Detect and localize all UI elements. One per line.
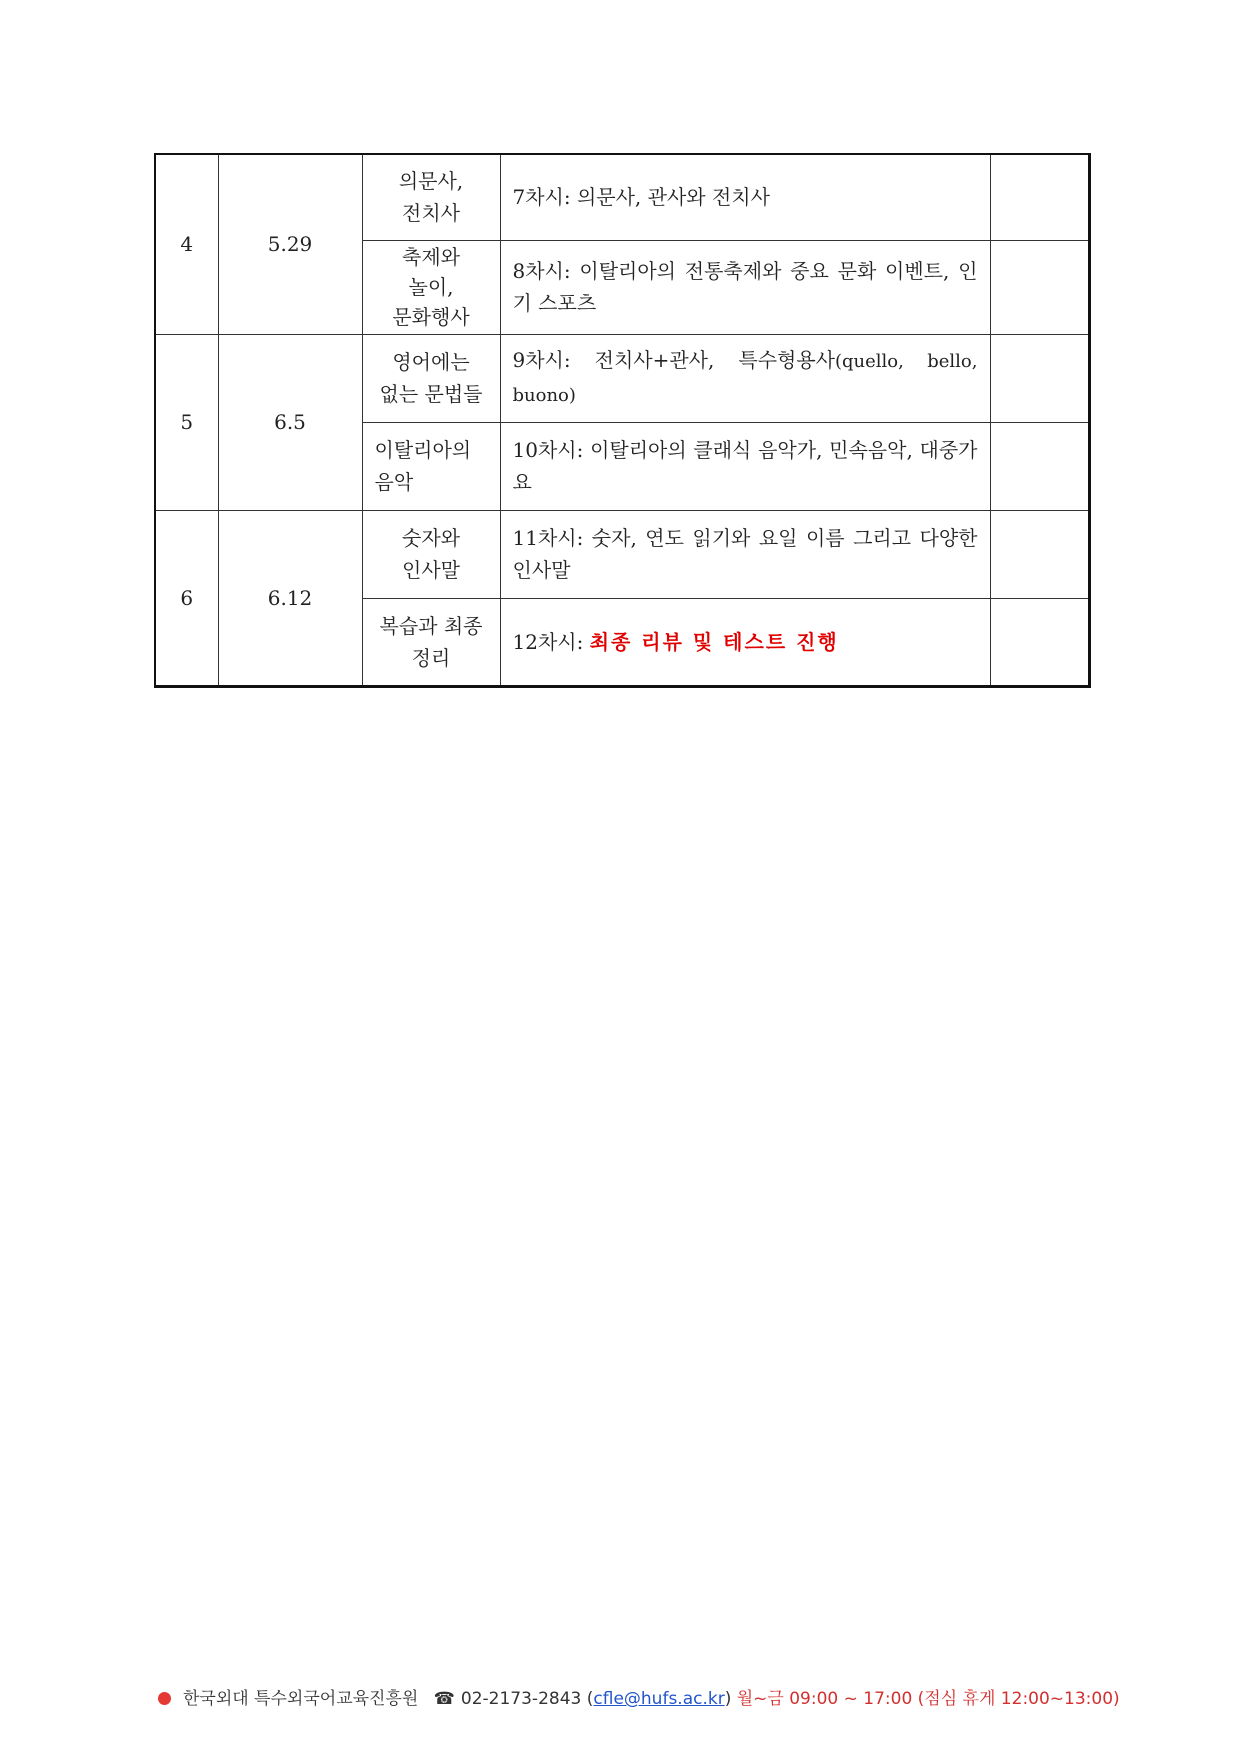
date-cell: 5.29 [218,154,362,334]
page-footer: 한국외대 특수외국어교육진흥원 ☎ 02-2173-2843 (cfle@hufs.ac.kr) 월~금 09:00 ~ 17:00 (점심 휴게 12:00~13:00) [158,1684,1208,1709]
topic-cell: 이탈리아의 음악 [362,422,500,510]
content-cell: 11차시: 숫자, 연도 읽기와 요일 이름 그리고 다양한 인사말 [500,510,990,598]
topic-cell [362,510,500,598]
note-cell [990,510,1089,598]
table-row [155,334,1089,422]
note-cell [990,240,1089,334]
content-cell [500,334,990,422]
table-row [155,154,1089,240]
phone-icon: ☎ [433,1689,455,1709]
content-latin-text: (quello, bello, buono) [512,351,978,406]
week-cell: 4 [155,154,218,334]
footer-hours: 월~금 09:00 ~ 17:00 (점심 휴게 12:00~13:00) [736,1689,1120,1709]
content-cell: 8차시: 이탈리아의 전통축제와 중요 문화 이벤트, 인기 스포츠 [500,240,990,334]
topic-text: 영어에는 없는 문법들 [379,350,483,406]
content-cell: 7차시: 의문사, 관사와 전치사 [500,154,990,240]
topic-text: 복습과 최종 정리 [379,613,483,670]
note-cell [990,422,1089,510]
footer-phone: 02-2173-2843 [460,1689,582,1709]
topic-cell [362,240,500,334]
week-cell: 6 [155,510,218,686]
note-cell [990,598,1089,686]
topic-cell [362,154,500,240]
note-cell [990,154,1089,240]
content-text: 9차시: 전치사+관사, 특수형용사 [512,348,835,372]
table-row [155,510,1089,598]
schedule-table [154,153,1091,688]
content-text: 12차시: [512,629,590,654]
topic-text: 숫자와 인사말 [402,526,460,582]
footer-email-link[interactable]: cfle@hufs.ac.kr [593,1689,725,1709]
date-cell: 6.12 [218,510,362,686]
topic-cell [362,334,500,422]
footer-org: 한국외대 특수외국어교육진흥원 [183,1689,419,1709]
topic-text: 축제와 놀이, 문화행사 [392,245,470,329]
topic-text: 의문사, 전치사 [398,169,464,226]
date-cell: 6.5 [218,334,362,510]
note-cell [990,334,1089,422]
content-cell [500,598,990,686]
week-cell: 5 [155,334,218,510]
content-highlight-text: 최종 리뷰 및 테스트 진행 [589,629,839,654]
bullet-dot-icon [158,1692,171,1705]
content-cell: 10차시: 이탈리아의 클래식 음악가, 민속음악, 대중가요 [500,422,990,510]
topic-cell [362,598,500,686]
